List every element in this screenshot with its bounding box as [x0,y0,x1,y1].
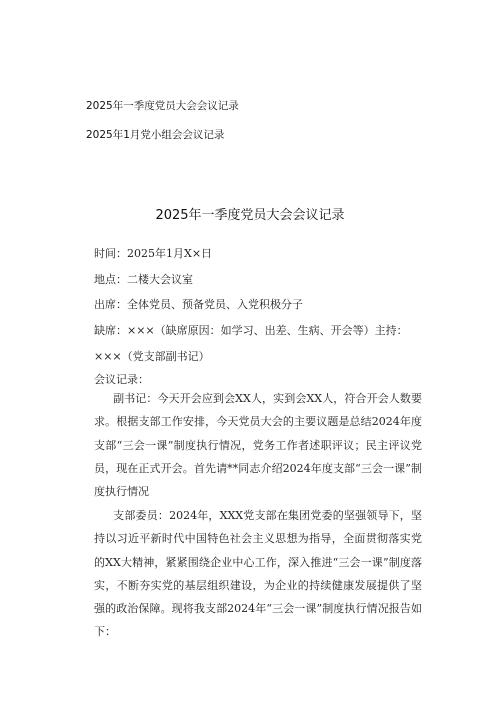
meeting-host-name: ×××（党支部副书记） [94,350,210,363]
document-title: 2025年一季度党员大会会议记录 [155,208,345,223]
toc-entry-2[interactable]: 2025年1月党小组会会议记录 [86,129,225,141]
paragraph-2-text: 支部委员：2024年，XXX党支部在集团党委的坚强领导下，坚持以习近平新时代中国特色社会主义思想为指导，全面贯彻落实党的XX大精神，紧紧围绕企业中心工作，深入推进“三会一课”制度落实，不断夯实党的基层组织建设，为企业的持续健康发展提供了坚强的政治保障。现将我支部2024年“三会一课”制度执行情况报告如下： [94,509,422,639]
paragraph-2 [94,504,422,644]
meeting-attendees: 出席：全体党员、预备党员、入党积极分子 [94,298,303,311]
meeting-absent-host: 缺席：×××（缺席原因：如学习、出差、生病、开会等）主持： [94,324,408,337]
record-label: 会议记录： [94,373,149,386]
meeting-place: 地点：二楼大会议室 [94,273,193,286]
toc-entry-1[interactable]: 2025年一季度党员大会会议记录 [86,100,239,112]
paragraph-1 [94,387,422,503]
meeting-time: 时间：2025年1月X×日 [94,247,213,260]
paragraph-1-text: 副书记：今天开会应到会XX人，实到会XX人，符合开会人数要求。根据支部工作安排，今天党员大会的主要议题是总结2024年度支部“三会一课”制度执行情况，党务工作者述职评议；民主评议党员，现在正式开会。首先请**同志介绍2024年度支部“三会一课”制度执行情况 [94,392,422,499]
